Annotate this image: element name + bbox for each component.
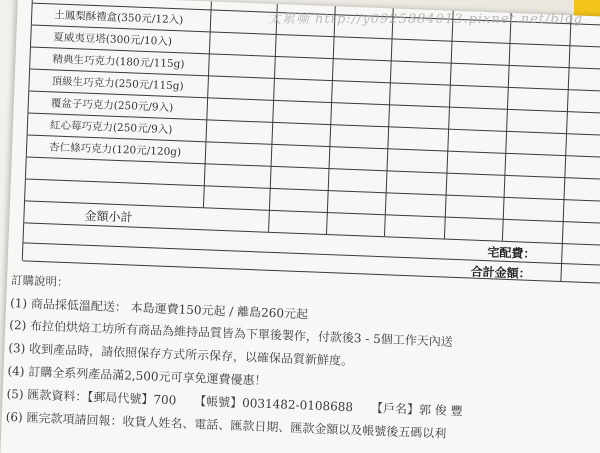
table-column-line <box>444 11 454 239</box>
note-line: (6) 匯完款項請回報：收貨人姓名、電話、匯款日期、匯款金額以及帳號後五碼以利 <box>5 409 447 441</box>
table-column-line <box>560 15 571 281</box>
note-line: (1) 商品採低溫配送： 本島運費150元起 / 離島260元起 <box>9 295 309 322</box>
note-line: (3) 收到產品時，請依照保存方式所示保存，以確保品質新鮮度。 <box>8 340 354 369</box>
notes-title: 訂購說明： <box>10 272 69 290</box>
table-row-line <box>26 178 600 204</box>
order-table <box>22 0 600 285</box>
table-column-line <box>384 8 394 236</box>
product-name: 覆盆子巧克力(250元/9入) <box>50 97 174 115</box>
table-column-line <box>268 4 278 232</box>
product-name: 精典生巧克力(180元/115g) <box>52 53 185 71</box>
table-column-line <box>502 13 512 241</box>
subtotal-label: 金額小計 <box>84 208 133 225</box>
table-column-line <box>326 6 336 234</box>
product-name: 夏威夷豆塔(300元/10入) <box>53 31 173 48</box>
product-name: 土鳳梨酥禮盒(350元/12入) <box>53 9 184 27</box>
product-name: 頂級生巧克力(250元/115g) <box>51 75 184 93</box>
product-name: 紅心莓巧克力(250元/9入) <box>49 119 173 137</box>
product-name: 杏仁條巧克力(120元/120g) <box>48 141 182 159</box>
note-line: (5) 匯款資料：【郵局代號】700 【帳號】0031482-0108688 【戶名】郭 俊 豐 <box>6 386 463 419</box>
note-line: (2) 布拉伯烘焙工坊所有商品為維持品質皆為下單後製作，付款後3 - 5個工作天內送 <box>9 317 454 349</box>
grand-total-label: 合計金額： <box>470 264 531 281</box>
table-row-line <box>27 156 600 182</box>
delivery-fee-label: 宅配費： <box>487 245 536 262</box>
note-line: (4) 訂購全系列產品滿2,500元可享免運費優惠！ <box>7 363 267 388</box>
watermark: 太累嘶 http://y0925884013.pixnet.net/blog <box>268 12 584 27</box>
